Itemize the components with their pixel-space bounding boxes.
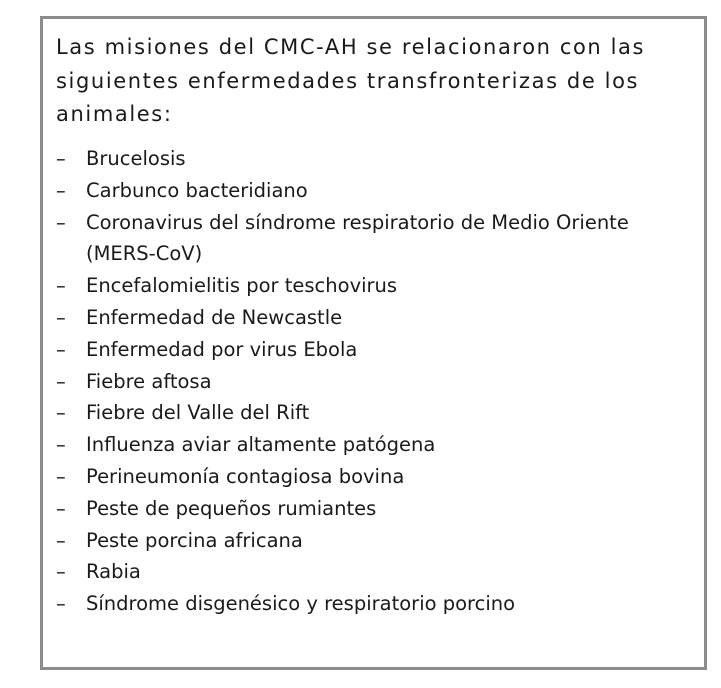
dash-bullet: –: [56, 496, 66, 520]
list-item: [56, 588, 696, 620]
disease-name: Enfermedad por virus Ebola: [86, 337, 358, 361]
disease-name: Carbunco bacteridiano: [86, 178, 308, 202]
dash-bullet: –: [56, 401, 66, 425]
dash-bullet: –: [56, 528, 66, 552]
list-item: [56, 175, 696, 207]
disease-name: Fiebre del Valle del Rift: [86, 401, 310, 425]
disease-name: Peste porcina africana: [86, 528, 303, 552]
disease-name: Coronavirus del síndrome respiratorio de Medio Oriente (MERS-CoV): [86, 210, 629, 266]
dash-bullet: –: [56, 592, 66, 616]
dash-bullet: –: [56, 560, 66, 584]
dash-bullet: –: [56, 147, 66, 170]
disease-name: Síndrome disgenésico y respiratorio porcino: [86, 592, 516, 616]
dash-bullet: –: [56, 305, 66, 329]
list-item: [56, 207, 696, 271]
list-item: [56, 429, 696, 461]
list-item: [56, 270, 696, 302]
disease-name: Rabia: [86, 560, 141, 584]
list-item: [56, 525, 696, 557]
disease-name: Influenza aviar altamente patógena: [86, 433, 436, 457]
list-item: [56, 556, 696, 588]
disease-name: Encefalomielitis por teschovirus: [86, 274, 398, 298]
list-item: [56, 461, 696, 493]
disease-name: Perineumonía contagiosa bovina: [86, 464, 405, 488]
dash-bullet: –: [56, 210, 66, 234]
list-item: [56, 302, 696, 334]
disease-list: [56, 143, 696, 620]
list-item: [56, 143, 696, 175]
list-item: [56, 366, 696, 398]
list-item: [56, 493, 696, 525]
disease-name: Enfermedad de Newcastle: [86, 305, 343, 329]
dash-bullet: –: [56, 274, 66, 298]
dash-bullet: –: [56, 337, 66, 361]
disease-name: Peste de pequeños rumiantes: [86, 496, 377, 520]
disease-name: Fiebre aftosa: [86, 369, 212, 393]
list-item: [56, 397, 696, 429]
dash-bullet: –: [56, 433, 66, 457]
dash-bullet: –: [56, 178, 66, 202]
text-box: [40, 16, 707, 670]
intro-paragraph: Las misiones del CMC-AH se relacionaron con las siguientes enfermedades transfronterizas de los animales:: [56, 35, 646, 126]
disease-name: Brucelosis: [86, 147, 186, 170]
dash-bullet: –: [56, 369, 66, 393]
dash-bullet: –: [56, 464, 66, 488]
list-item: [56, 334, 696, 366]
